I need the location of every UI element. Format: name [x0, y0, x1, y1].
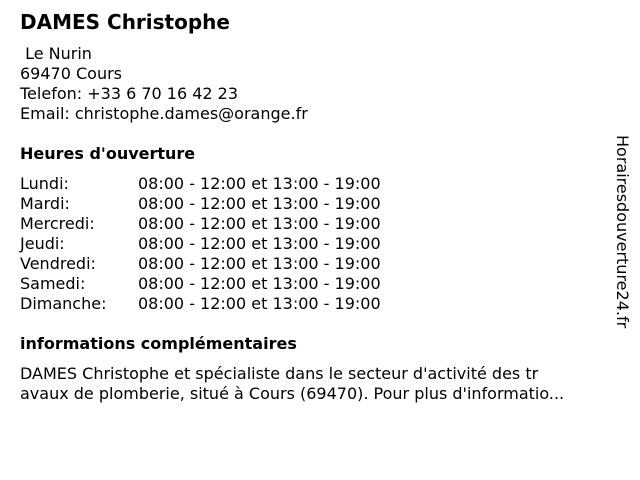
hours-day: Vendredi:: [20, 254, 96, 273]
hours-time: 08:00 - 12:00 et 13:00 - 19:00: [138, 174, 381, 193]
email-line: Email: christophe.dames@orange.fr: [20, 104, 308, 123]
hours-day: Dimanche:: [20, 294, 107, 313]
phone-line: Telefon: +33 6 70 16 42 23: [20, 84, 239, 103]
hours-day: Mardi:: [20, 194, 70, 213]
brand-watermark: [612, 135, 632, 345]
hours-day: Jeudi:: [20, 234, 65, 253]
hours-time: 08:00 - 12:00 et 13:00 - 19:00: [138, 274, 381, 293]
hours-heading: Heures d'ouverture: [20, 144, 196, 163]
hours-day: Mercredi:: [20, 214, 95, 233]
contact-block: [20, 44, 308, 124]
info-line: avaux de plomberie, situé à Cours (69470). Pour plus d'informatio...: [20, 384, 565, 403]
city-line: 69470 Cours: [20, 64, 122, 83]
hours-time: 08:00 - 12:00 et 13:00 - 19:00: [138, 194, 381, 213]
hours-time: 08:00 - 12:00 et 13:00 - 19:00: [138, 294, 381, 313]
hours-day: Samedi:: [20, 274, 86, 293]
info-description: [20, 364, 620, 404]
info-line: DAMES Christophe et spécialiste dans le secteur d'activité des tr: [20, 364, 539, 383]
hours-time: 08:00 - 12:00 et 13:00 - 19:00: [138, 254, 381, 273]
address-line: Le Nurin: [20, 44, 92, 63]
hours-time: 08:00 - 12:00 et 13:00 - 19:00: [138, 234, 381, 253]
hours-day: Lundi:: [20, 174, 69, 193]
brand-text: Horairesdouverture24.fr: [613, 135, 632, 329]
info-heading: informations complémentaires: [20, 334, 297, 353]
business-name: DAMES Christophe: [20, 10, 230, 34]
hours-time: 08:00 - 12:00 et 13:00 - 19:00: [138, 214, 381, 233]
